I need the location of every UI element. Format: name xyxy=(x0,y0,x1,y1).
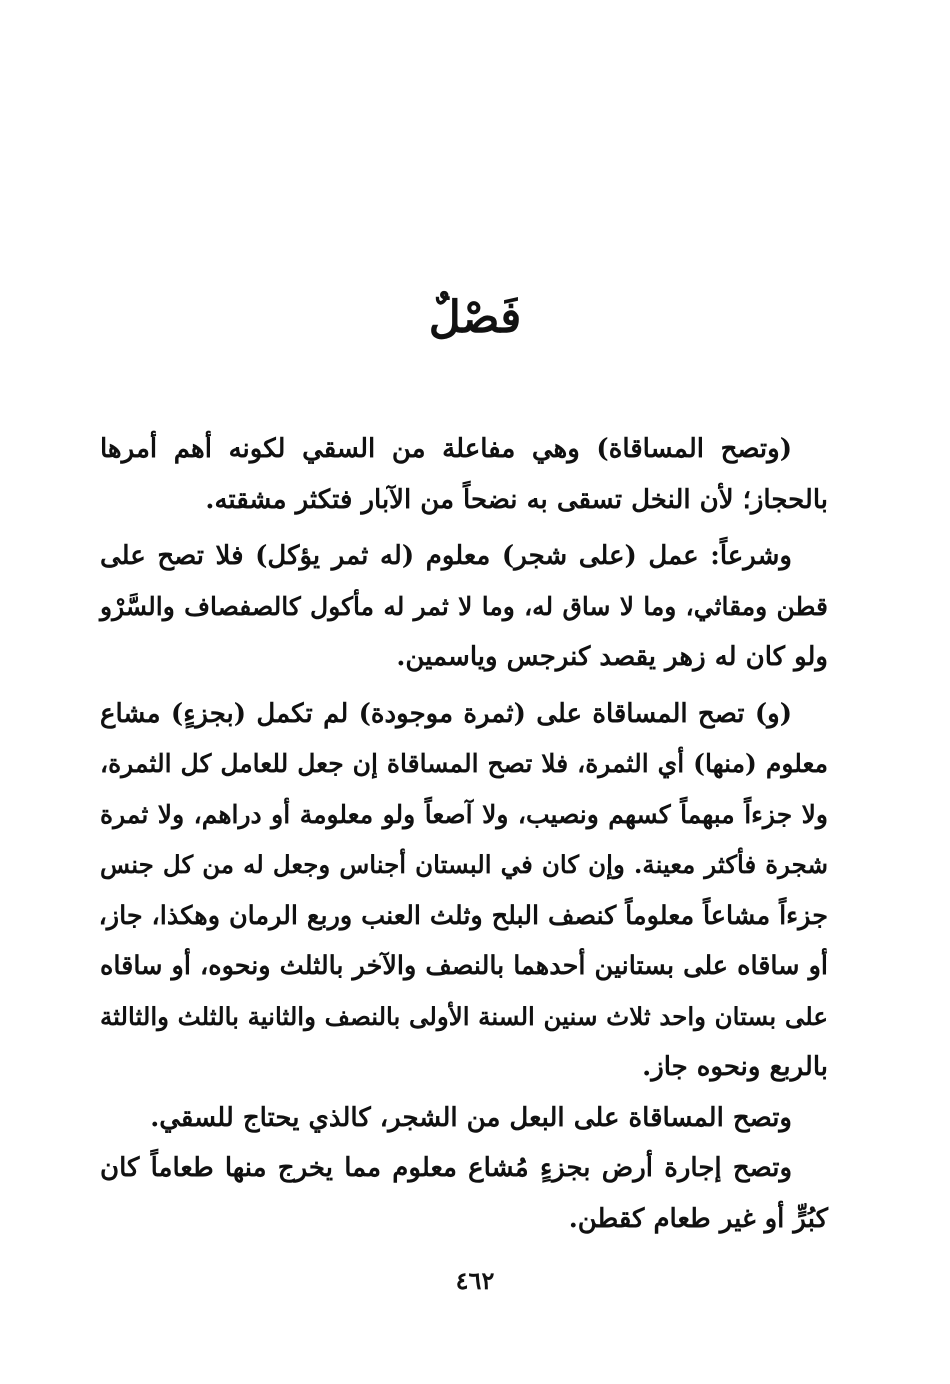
text-line: أو ساقاه على بستانين أحدهما بالنصف والآخر بالثلث ونحوه، أو ساقاه xyxy=(100,951,828,981)
text-body xyxy=(100,424,828,1244)
text-line: بالحجاز؛ لأن النخل تسقى به نضحاً من الآبار فتكثر مشقته. xyxy=(205,484,828,515)
text-line: على بستان واحد ثلاث سنين السنة الأولى بالنصف والثانية بالثلث والثالثة xyxy=(100,1001,828,1031)
paragraph xyxy=(100,1143,828,1244)
page-number: ٤٦٢ xyxy=(455,1266,495,1295)
paragraph xyxy=(100,531,828,683)
text-line: ولا جزءاً مبهماً كسهم ونصيب، ولا آصعاً ولو معلومة أو دراهم، ولا ثمرة xyxy=(100,799,828,829)
text-line: شجرة فأكثر معينة. وإن كان في البستان أجناس وجعل له من كل جنس xyxy=(100,850,828,879)
text-line: بالربع ونحوه جاز. xyxy=(642,1052,828,1082)
text-line: قطن ومقاثي، وما لا ساق له، وما لا ثمر له مأكول كالصفصاف والسَّرْو xyxy=(100,591,828,621)
text-line: وشرعاً: عمل (على شجر) معلوم (له ثمر يؤكل) فلا تصح على xyxy=(100,541,792,571)
paragraph xyxy=(100,689,828,1093)
text-line: وتصح المساقاة على البعل من الشجر، كالذي يحتاج للسقي. xyxy=(150,1102,792,1133)
text-line: وتصح إجارة أرض بجزءٍ مُشاع معلوم مما يخرج منها طعاماً كان xyxy=(100,1153,792,1183)
text-line: ولو كان له زهر يقصد كنرجس وياسمين. xyxy=(396,642,828,672)
text-line: (و) تصح المساقاة على (ثمرة موجودة) لم تكمل (بجزءٍ) مشاع xyxy=(100,698,792,729)
text-line: (وتصح المساقاة) وهي مفاعلة من السقي لكونه أهم أمرها xyxy=(100,434,792,464)
text-line: معلوم (منها) أي الثمرة، فلا تصح المساقاة إن جعل للعامل كل الثمرة، xyxy=(100,749,828,778)
paragraph xyxy=(100,424,828,525)
text-line: كبُرٍّ أو غير طعام كقطن. xyxy=(568,1203,828,1234)
section-heading: فَصْلٌ xyxy=(428,292,522,343)
paragraph xyxy=(100,1093,828,1144)
text-line: جزءاً مشاعاً معلوماً كنصف البلح وثلث العنب وربع الرمان وهكذا، جاز، xyxy=(98,900,828,931)
